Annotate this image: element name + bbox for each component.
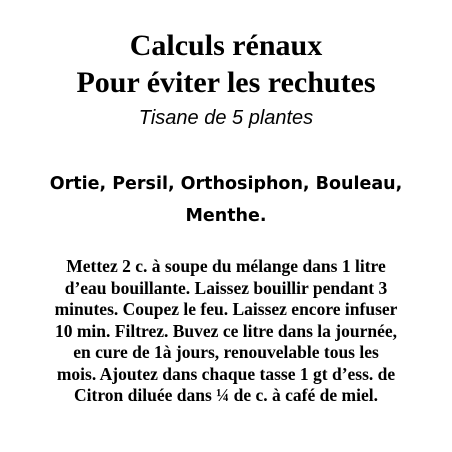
plant-list-line-1: Ortie, Persil, Orthosiphon, Bouleau, bbox=[49, 174, 403, 194]
recipe-line: d’eau bouillante. Laissez bouillir pendant 3 bbox=[64, 277, 388, 298]
recipe-line: Mettez 2 c. à soupe du mélange dans 1 litre bbox=[66, 256, 386, 276]
recipe-line: en cure de 1à jours, renouvelable tous les bbox=[73, 342, 379, 362]
recipe-line: mois. Ajoutez dans chaque tasse 1 gt d’ess. de bbox=[56, 363, 396, 384]
recipe-instructions bbox=[2, 256, 450, 407]
recipe-line: 10 min. Filtrez. Buvez ce litre dans la journée, bbox=[54, 320, 397, 341]
title-line-2: Pour éviter les rechutes bbox=[76, 66, 376, 99]
recipe-line: minutes. Coupez le feu. Laissez encore infuser bbox=[54, 299, 398, 319]
title-line-1: Calculs rénaux bbox=[129, 29, 323, 62]
plant-list bbox=[10, 168, 442, 232]
plant-list-line-2: Menthe. bbox=[185, 206, 267, 226]
subtitle: Tisane de 5 plantes bbox=[138, 107, 314, 129]
recipe-line: Citron diluée dans ¼ de c. à café de miel. bbox=[74, 385, 378, 405]
